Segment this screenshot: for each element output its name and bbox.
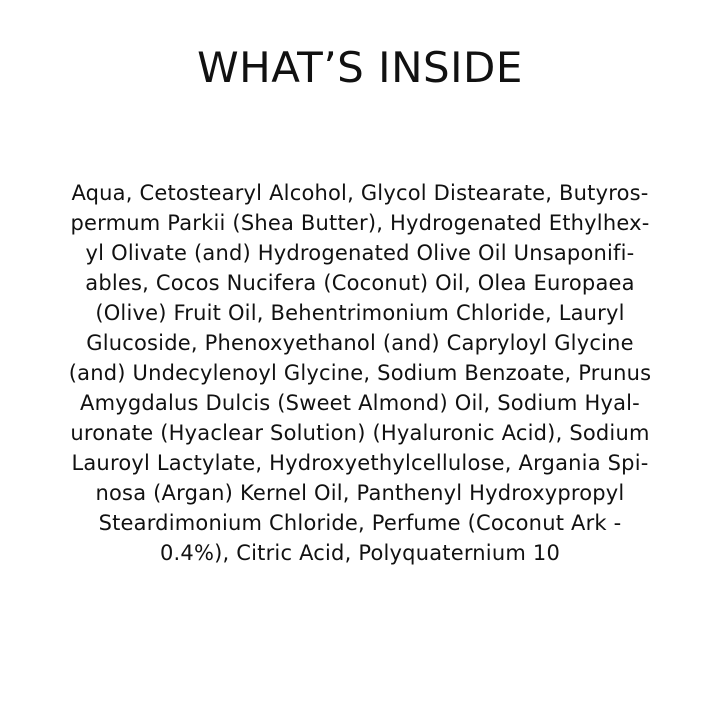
- ingredient-line: (Olive) Fruit Oil, Behentrimonium Chloride, Lauryl: [95, 301, 625, 325]
- ingredient-line: ables, Cocos Nucifera (Coconut) Oil, Olea Europaea: [85, 271, 635, 295]
- ingredient-line: nosa (Argan) Kernel Oil, Panthenyl Hydroxypropyl: [95, 481, 625, 505]
- ingredient-line: (and) Undecylenoyl Glycine, Sodium Benzoate, Prunus: [68, 361, 652, 385]
- ingredient-line: Steardimonium Chloride, Perfume (Coconut Ark -: [98, 511, 622, 535]
- ingredient-line: Lauroyl Lactylate, Hydroxyethylcellulose, Argania Spi-: [71, 451, 649, 475]
- ingredient-list: [50, 178, 670, 568]
- ingredient-line: uronate (Hyaclear Solution) (Hyaluronic Acid), Sodium: [70, 421, 650, 445]
- page-title: WHAT’S INSIDE: [197, 43, 523, 92]
- ingredient-line: permum Parkii (Shea Butter), Hydrogenated Ethylhex-: [70, 211, 650, 235]
- ingredient-line: yl Olivate (and) Hydrogenated Olive Oil Unsaponifi-: [85, 241, 635, 265]
- ingredient-line: Amygdalus Dulcis (Sweet Almond) Oil, Sodium Hyal-: [80, 391, 640, 415]
- ingredient-line: Glucoside, Phenoxyethanol (and) Capryloyl Glycine: [86, 331, 634, 355]
- ingredient-line: Aqua, Cetostearyl Alcohol, Glycol Distearate, Butyros-: [71, 181, 649, 205]
- ingredient-line: 0.4%), Citric Acid, Polyquaternium 10: [159, 541, 561, 565]
